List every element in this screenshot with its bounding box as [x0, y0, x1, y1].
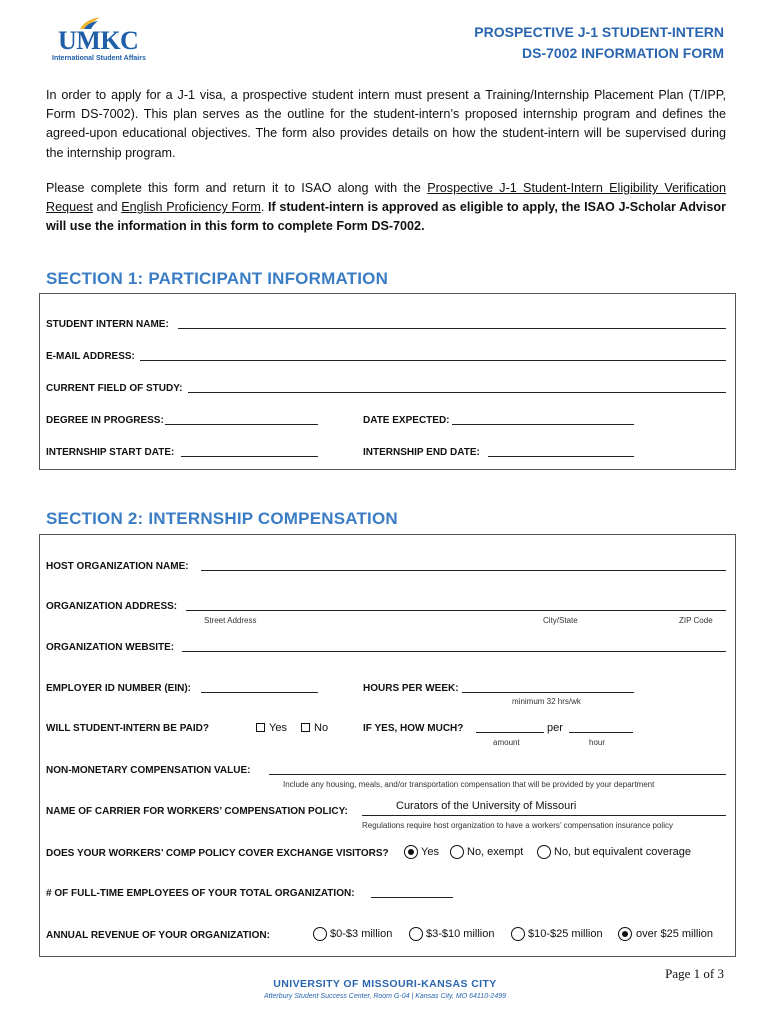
- revenue-10-25-radio[interactable]: [511, 927, 525, 941]
- intro-text-a: Please complete this form and return it to ISAO along with the: [46, 181, 428, 195]
- paid-yes-label: Yes: [269, 722, 287, 734]
- exchange-yes-radio[interactable]: [404, 845, 418, 859]
- per-label: per: [547, 722, 563, 734]
- umkc-logo: [52, 14, 162, 66]
- footer-address: Atterbury Student Success Center, Room G-04 | Kansas City, MO 64110-2499: [263, 993, 506, 1000]
- street-hint: Street Address: [204, 616, 257, 625]
- exchange-equivalent-label: No, but equivalent coverage: [554, 846, 691, 858]
- end-date-label: INTERNSHIP END DATE:: [363, 447, 480, 458]
- hours-label: HOURS PER WEEK:: [363, 683, 459, 694]
- form-title: [474, 22, 724, 64]
- revenue-0-3-label: $0-$3 million: [330, 928, 393, 940]
- revenue-3-10-label: $3-$10 million: [426, 928, 495, 940]
- paid-no-label: No: [314, 722, 329, 734]
- footer-university: UNIVERSITY OF MISSOURI-KANSAS CITY: [273, 978, 497, 990]
- student-name-label: STUDENT INTERN NAME:: [46, 319, 169, 330]
- how-much-label: IF YES, HOW MUCH?: [363, 723, 464, 734]
- revenue-over-25-label: over $25 million: [636, 928, 714, 940]
- date-expected-field[interactable]: [452, 424, 634, 425]
- paid-label: WILL STUDENT-INTERN BE PAID?: [46, 723, 209, 734]
- hour-hint: hour: [589, 738, 606, 747]
- title-line-1: PROSPECTIVE J-1 STUDENT-INTERN: [474, 24, 724, 40]
- host-org-label: HOST ORGANIZATION NAME:: [46, 561, 189, 572]
- zip-hint: ZIP Code: [679, 616, 713, 625]
- paid-yes-checkbox[interactable]: [256, 723, 265, 732]
- title-line-2: DS-7002 INFORMATION FORM: [522, 45, 724, 61]
- website-label: ORGANIZATION WEBSITE:: [46, 642, 175, 653]
- student-name-field[interactable]: [178, 328, 726, 329]
- revenue-0-3-radio[interactable]: [313, 927, 327, 941]
- start-date-label: INTERNSHIP START DATE:: [46, 447, 175, 458]
- paid-no-checkbox[interactable]: [301, 723, 310, 732]
- carrier-hint: Regulations require host organization to have a workers’ compensation insurance policy: [362, 821, 673, 830]
- employees-field[interactable]: [371, 897, 453, 898]
- exchange-no-exempt-label: No, exempt: [467, 846, 524, 858]
- ein-field[interactable]: [201, 692, 318, 693]
- revenue-over-25-radio[interactable]: [618, 927, 632, 941]
- revenue-3-10-radio[interactable]: [409, 927, 423, 941]
- nonmonetary-hint: Include any housing, meals, and/or transportation compensation that will be provided by your department: [283, 780, 655, 789]
- amount-hint: amount: [493, 738, 520, 747]
- intro-paragraph-2: [46, 179, 726, 237]
- per-unit-field[interactable]: [569, 732, 633, 733]
- exchange-equivalent-radio[interactable]: [537, 845, 551, 859]
- section-1-heading: SECTION 1: PARTICIPANT INFORMATION: [46, 269, 389, 288]
- website-field[interactable]: [182, 651, 726, 652]
- logo-subtitle: International Student Affairs: [52, 55, 146, 62]
- start-date-field[interactable]: [181, 456, 318, 457]
- date-expected-label: DATE EXPECTED:: [363, 415, 450, 426]
- paid-no-option[interactable]: [301, 722, 328, 734]
- exchange-yes-label: Yes: [421, 846, 439, 858]
- field-of-study-field[interactable]: [188, 392, 726, 393]
- nonmonetary-field[interactable]: [269, 774, 726, 775]
- ein-label: EMPLOYER ID NUMBER (EIN):: [46, 683, 191, 694]
- employees-label: # OF FULL-TIME EMPLOYEES OF YOUR TOTAL ORGANIZATION:: [46, 888, 355, 899]
- eligibility-link[interactable]: Prospective J-1 Student-Intern Eligibility Verification Request: [46, 181, 726, 215]
- hours-field[interactable]: [462, 692, 634, 693]
- section-2-heading: SECTION 2: INTERNSHIP COMPENSATION: [46, 509, 398, 528]
- email-label: E-MAIL ADDRESS:: [46, 351, 135, 362]
- address-field[interactable]: [186, 610, 726, 611]
- carrier-label: NAME OF CARRIER FOR WORKERS’ COMPENSATION POLICY:: [46, 806, 348, 817]
- carrier-value: Curators of the University of Missouri: [396, 800, 577, 812]
- end-date-field[interactable]: [488, 456, 634, 457]
- intro-text-c: .: [260, 200, 268, 215]
- host-org-field[interactable]: [201, 570, 726, 571]
- intro-bold-text: If student-intern is approved as eligible to apply, the ISAO J-Scholar Advisor will use the information in this form to complete Form DS-7002.: [46, 200, 726, 234]
- amount-field[interactable]: [476, 732, 544, 733]
- paid-yes-option[interactable]: [256, 722, 287, 734]
- logo-text: UMKC: [58, 26, 139, 55]
- field-of-study-label: CURRENT FIELD OF STUDY:: [46, 383, 183, 394]
- email-field[interactable]: [140, 360, 726, 361]
- address-label: ORGANIZATION ADDRESS:: [46, 601, 178, 612]
- revenue-label: ANNUAL REVENUE OF YOUR ORGANIZATION:: [46, 930, 270, 941]
- carrier-field[interactable]: [362, 815, 726, 816]
- degree-label: DEGREE IN PROGRESS:: [46, 415, 164, 426]
- nonmonetary-label: NON-MONETARY COMPENSATION VALUE:: [46, 765, 251, 776]
- intro-paragraph-1: In order to apply for a J-1 visa, a prospective student intern must present a Training/Internship Placement Plan (T/IPP, Form DS-7002). This plan serves as the outline for the student-intern’s proposed internship program and defines the agreed-upon educational objectives. The form also provides details on how the student-intern will be supervised during the internship program.: [46, 88, 726, 160]
- exchange-label: DOES YOUR WORKERS’ COMP POLICY COVER EXCHANGE VISITORS?: [46, 848, 389, 859]
- english-proficiency-link[interactable]: English Proficiency Form: [121, 200, 261, 215]
- revenue-10-25-label: $10-$25 million: [528, 928, 603, 940]
- intro-text-b: and: [92, 200, 122, 215]
- city-hint: City/State: [543, 616, 578, 625]
- page-number: Page 1 of 3: [665, 966, 724, 981]
- degree-field[interactable]: [165, 424, 318, 425]
- hours-hint: minimum 32 hrs/wk: [512, 697, 581, 706]
- exchange-no-exempt-radio[interactable]: [450, 845, 464, 859]
